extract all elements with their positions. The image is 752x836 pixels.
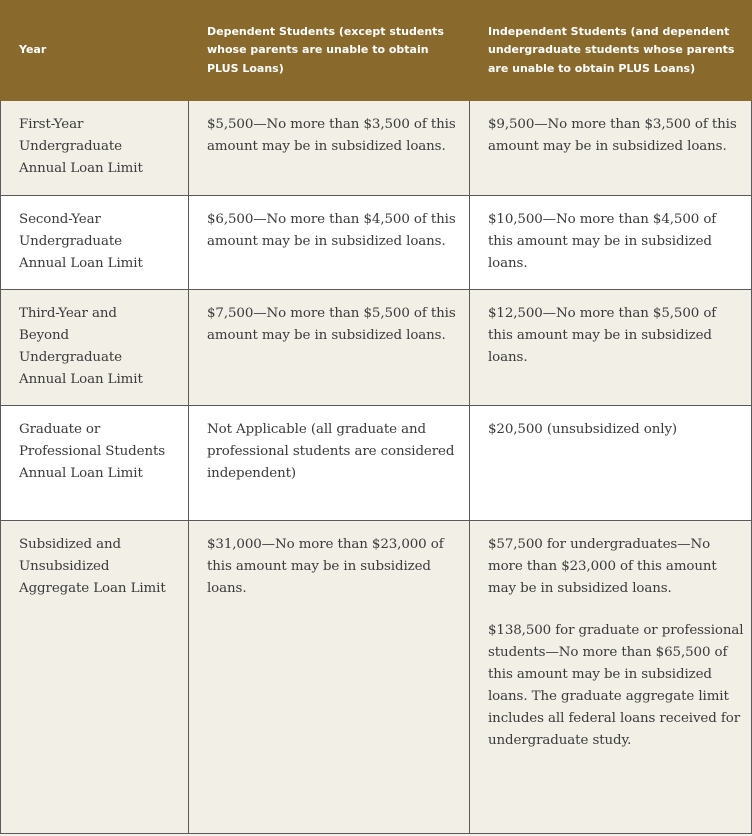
- dependent-cell: $7,500—No more than $5,500 of this amount may be in subsidized loans.: [189, 290, 470, 406]
- dependent-cell: Not Applicable (all graduate and professional students are considered independent): [189, 406, 470, 521]
- table-row: [1, 196, 752, 290]
- year-cell: Graduate or Professional Students Annual Loan Limit: [1, 406, 189, 521]
- dependent-cell: $6,500—No more than $4,500 of this amount may be in subsidized loans.: [189, 196, 470, 290]
- table-row: [1, 406, 752, 521]
- independent-cell: $10,500—No more than $4,500 of this amount may be in subsidized loans.: [470, 196, 752, 290]
- dependent-cell: $5,500—No more than $3,500 of this amount may be in subsidized loans.: [189, 101, 470, 196]
- dependent-cell: $31,000—No more than $23,000 of this amount may be in subsidized loans.: [189, 521, 470, 834]
- table-body: [1, 101, 752, 834]
- year-cell: Second-Year Undergraduate Annual Loan Limit: [1, 196, 189, 290]
- graduate-aggregate-text: $138,500 for graduate or professional students—No more than $65,500 of this amount may be in subsidized loans. The graduate aggregate limit includes all federal loans received for undergraduate study.: [488, 623, 744, 748]
- header-row: [1, 1, 752, 101]
- table-row: [1, 290, 752, 406]
- year-cell: Subsidized and Unsubsidized Aggregate Loan Limit: [1, 521, 189, 834]
- header-dependent-students: Dependent Students (except students whose parents are unable to obtain PLUS Loans): [189, 1, 470, 101]
- independent-cell: $9,500—No more than $3,500 of this amount may be in subsidized loans.: [470, 101, 752, 196]
- table-header: [1, 1, 752, 101]
- year-cell: First-Year Undergraduate Annual Loan Limit: [1, 101, 189, 196]
- independent-cell: [470, 521, 752, 834]
- year-cell: Third-Year and Beyond Undergraduate Annual Loan Limit: [1, 290, 189, 406]
- independent-cell: $20,500 (unsubsidized only): [470, 406, 752, 521]
- table-row: [1, 101, 752, 196]
- header-independent-students: Independent Students (and dependent undergraduate students whose parents are unable to obtain PLUS Loans): [470, 1, 752, 101]
- independent-cell: $12,500—No more than $5,500 of this amount may be in subsidized loans.: [470, 290, 752, 406]
- header-year: Year: [1, 1, 189, 101]
- table-row: [1, 521, 752, 834]
- undergraduate-aggregate-text: $57,500 for undergraduates—No more than $23,000 of this amount may be in subsidized loans.: [488, 537, 717, 596]
